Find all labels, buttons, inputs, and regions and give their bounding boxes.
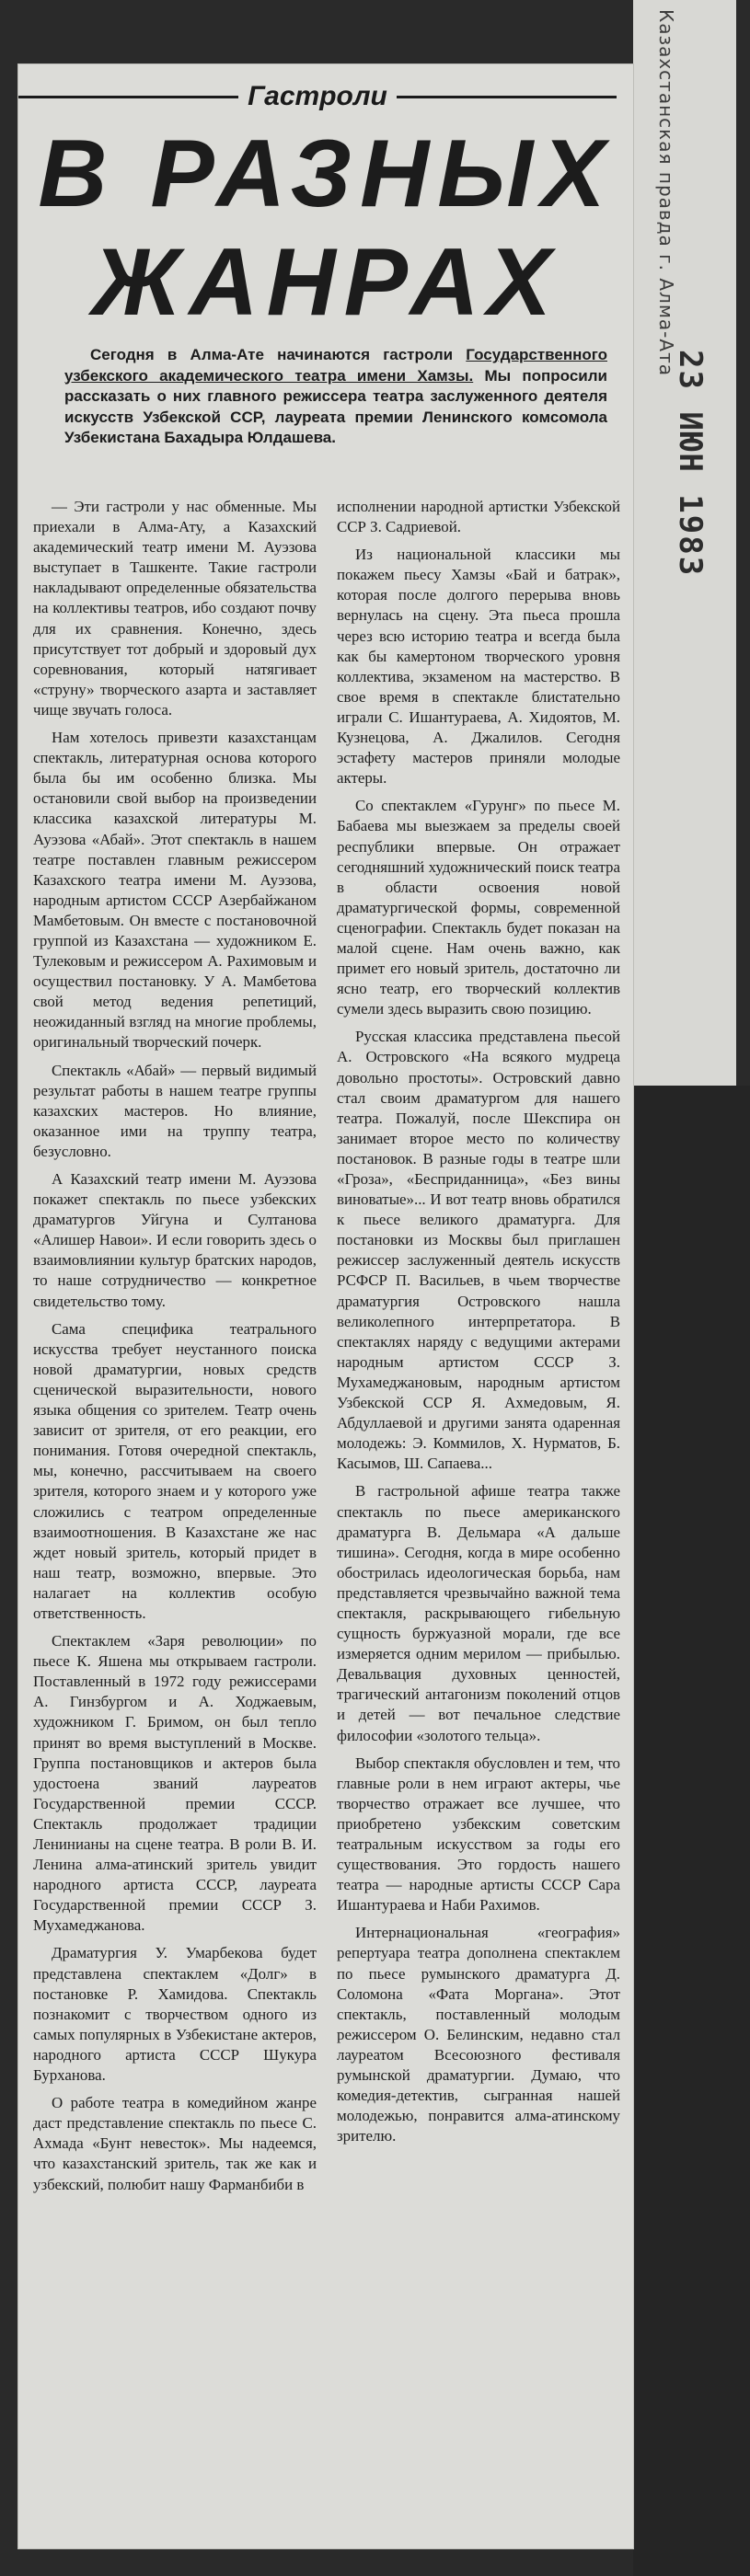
paragraph: Из национальной классики мы покажем пьесу Хамзы «Бай и батрак», которая после долгого перерыва вновь вернулась на сцену. Эта пьеса прошла через всю историю театра и всегда была как бы камертоном творческого уровня коллектива, экзаменом на мастерство. В свое время в спектакле блистательно играли С. Ишантураева, А. Хидоятов, М. Кузнецова, А. Джалилов. Сегодня эстафету мастеров приняли молодые актеры.	[337, 546, 620, 788]
paragraph: Нам хотелось привезти казахстанцам спектакль, литературная основа которого была бы им особенно близка. Мы остановили свой выбор на произведении классика казахской литературы М. Ауэзова «Абай». Этот спектакль в нашем театре поставлен главным режиссером Казахского театра имени М. Ауэзова, народным артистом СССР Азербайжаном Мамбетовым. Он вместе с постановочной группой из Казахстана — художником Е. Тулековым и режиссером А. Рахимовым и осуществил постановку. У А. Мамбетова свой метод ведения репетиций, неожиданный взгляд на многие проблемы, оригинальный творческий почерк.	[33, 729, 317, 1052]
headline-line-2: ЖАНРАХ	[92, 229, 560, 336]
rubric	[18, 81, 617, 112]
paragraph: Русская классика представлена пьесой А. Островского «На всякого мудреца довольно простоты». Островский давно стал своим драматургом для нашего театра. Пожалуй, после Шекспира он занимает второе место по количеству постановок. В разные годы в театре шли «Гроза», «Бесприданница», «Без вины виноватые»... И вот театр вновь обратился к пьесе великого драматурга. Для постановки из Москвы был приглашен режиссер заслуженный деятель искусств РСФСР П. Васильев, в чьем творчестве драматургия Островского нашла великолепного интерпретатора. В спектаклях наряду с ведущими актерами народным артистом СССР З. Мухамеджановым, народным артистом Узбекской ССР Я. Ахмедовым, Я. Абдуллаевой и другими занята одаренная молодежь: Э. Коммилов, Х. Нурматов, Б. Касымов, Ш. Сапаева...	[337, 1028, 620, 1473]
date-stamp: 23 ИЮН 1983	[672, 350, 709, 578]
paragraph: исполнении народной артистки Узбекской ССР З. Садриевой.	[337, 498, 620, 536]
rubric-rule-right	[397, 96, 617, 98]
article-body	[33, 497, 620, 2202]
paragraph: Со спектаклем «Гурунг» по пьесе М. Бабаева мы выезжаем за пределы своей республики впервые. Он отражает сегодняшний художнический поиск театра в области освоения новой драматургической формы, современной сценографии. Спектакль будет показан на малой сцене. Нам очень важно, как примет его новый зритель, достаточно ли ясно театр, его творческий коллектив сумели здесь выразить свою позицию.	[337, 797, 620, 1018]
rubric-rule-left	[18, 96, 238, 98]
headline-line-1: В РАЗНЫХ	[38, 121, 614, 227]
lead-text-start: Сегодня в Алма-Ате начинаются гастроли	[90, 346, 467, 363]
paragraph: О работе театра в комедийном жанре даст представление спектакль по пьесе С. Ахмада «Бунт невесток». Мы надеемся, что казахстанский зритель, так же как и узбекский, полюбит нашу Фарманбиби в	[33, 2094, 317, 2193]
lead-paragraph	[64, 345, 607, 449]
paragraph: Интернациональная «география» репертуара театра дополнена спектаклем по пьесе румынского драматурга Д. Соломона «Фата Моргана». Этот спектакль, поставленный молодым режиссером О. Белинским, недавно стал лауреатом Всесоюзного фестиваля румынской драматургии. Думаю, что комедия-детектив, сыгранная нашей молодежью, понравится алма-атинскому зрителю.	[337, 1924, 620, 2145]
paragraph: Спектакль «Абай» — первый видимый результат работы в нашем театре группы казахских мастеров. Но влияние, оказанное ими на труппу театра, безусловно.	[33, 1061, 317, 1160]
paragraph: В гастрольной афише театра также спектакль по пьесе американского драматурга В. Дельмара «А дальше тишина». Сегодня, когда в мире особенно обострилась идеологическая борьба, нам представляется чрезвычайно важной тема спектакля, раскрывающего гибельную сущность буржуазной морали, где все измеряется одним мерилом — прибылью. Девальвация духовных ценностей, трагический антагонизм поколений отцов и детей — вот печальное следствие философии «золотого тельца».	[337, 1482, 620, 1744]
paragraph: Спектаклем «Заря революции» по пьесе К. Яшена мы открываем гастроли. Поставленный в 1972 году режиссерами А. Гинзбургом и А. Ходжаевым, художником Г. Бримом, он был тепло принят во время выступлений в Москве. Группа постановщиков и актеров была удостоена званий лауреатов Государственной премии СССР. Спектакль продолжает традиции Ленинианы на сцене театра. В роли В. И. Ленина алма-атинский зритель увидит народного артиста СССР, лауреата Государственной премии СССР З. Мухамеджанова.	[33, 1632, 317, 1935]
dark-background	[633, 1086, 750, 2576]
newspaper-stamp: Казахстанская правда г. Алма-Ата	[655, 9, 677, 376]
paragraph: Сама специфика театрального искусства требует неустанного поиска новой драматургии, новых средств сценической выразительности, нового языка общения со зрителем. Театр очень зависит от зрителя, от его реакции, его понимания. Готовя очередной спектакль, мы, конечно, рассчитываем на своего зрителя, которого знаем и у которого уже сложились с театром определенные взаимоотношения. В Казахстане же нас ждет новый зритель, который придет в наш театр, возможно, впервые. Это налагает на коллектив особую ответственность.	[33, 1319, 317, 1622]
headline	[18, 120, 633, 337]
lead-text-end: Мы попросили рассказать о них главного режиссера театра заслуженного деятеля искусств Узбекской ССР, лауреата премии Ленинского комсомола Узбекистана Бахадыра Юлдашева.	[64, 366, 607, 446]
paragraph: Драматургия У. Умарбекова будет представлена спектаклем «Долг» в постановке Р. Хамидова. Спектакль познакомит с творчеством одного из самых популярных в Узбекистане актеров, народного артиста СССР Шукура Бурханова.	[33, 1944, 317, 2085]
paragraph: Выбор спектакля обусловлен и тем, что главные роли в нем играют актеры, чье творчество отражает все лучшее, что приобретено узбекским советским театральным искусством за годы его существования. Это гордость нашего театра — народные артисты СССР Сара Ишантураева и Наби Рахимов.	[337, 1754, 620, 1915]
article-column-right	[337, 497, 620, 2202]
paragraph: — Эти гастроли у нас обменные. Мы приехали в Алма-Ату, а Казахский академический театр имени М. Ауэзова выступает в Ташкенте. Такие гастроли накладывают определенные обязательства на коллективы театров, ибо создают почву для их сравнения. Конечно, здесь присутствует тот добрый и здоровый дух соревнования, который натягивает «струну» творческого азарта и заставляет чище звучать голоса.	[33, 498, 317, 719]
article-column-left	[33, 497, 317, 2202]
paragraph: А Казахский театр имени М. Ауэзова покажет спектакль по пьесе узбекских драматургов Уйгуна и Султанова «Алишер Навои». И если говорить здесь о взаимовлиянии культур братских народов, то наше сотрудничество — конкретное свидетельство тому.	[33, 1170, 317, 1310]
lead-text-underlined: Государственного узбекского академического театра имени Хамзы.	[64, 346, 607, 385]
rubric-label: Гастроли	[248, 81, 387, 111]
